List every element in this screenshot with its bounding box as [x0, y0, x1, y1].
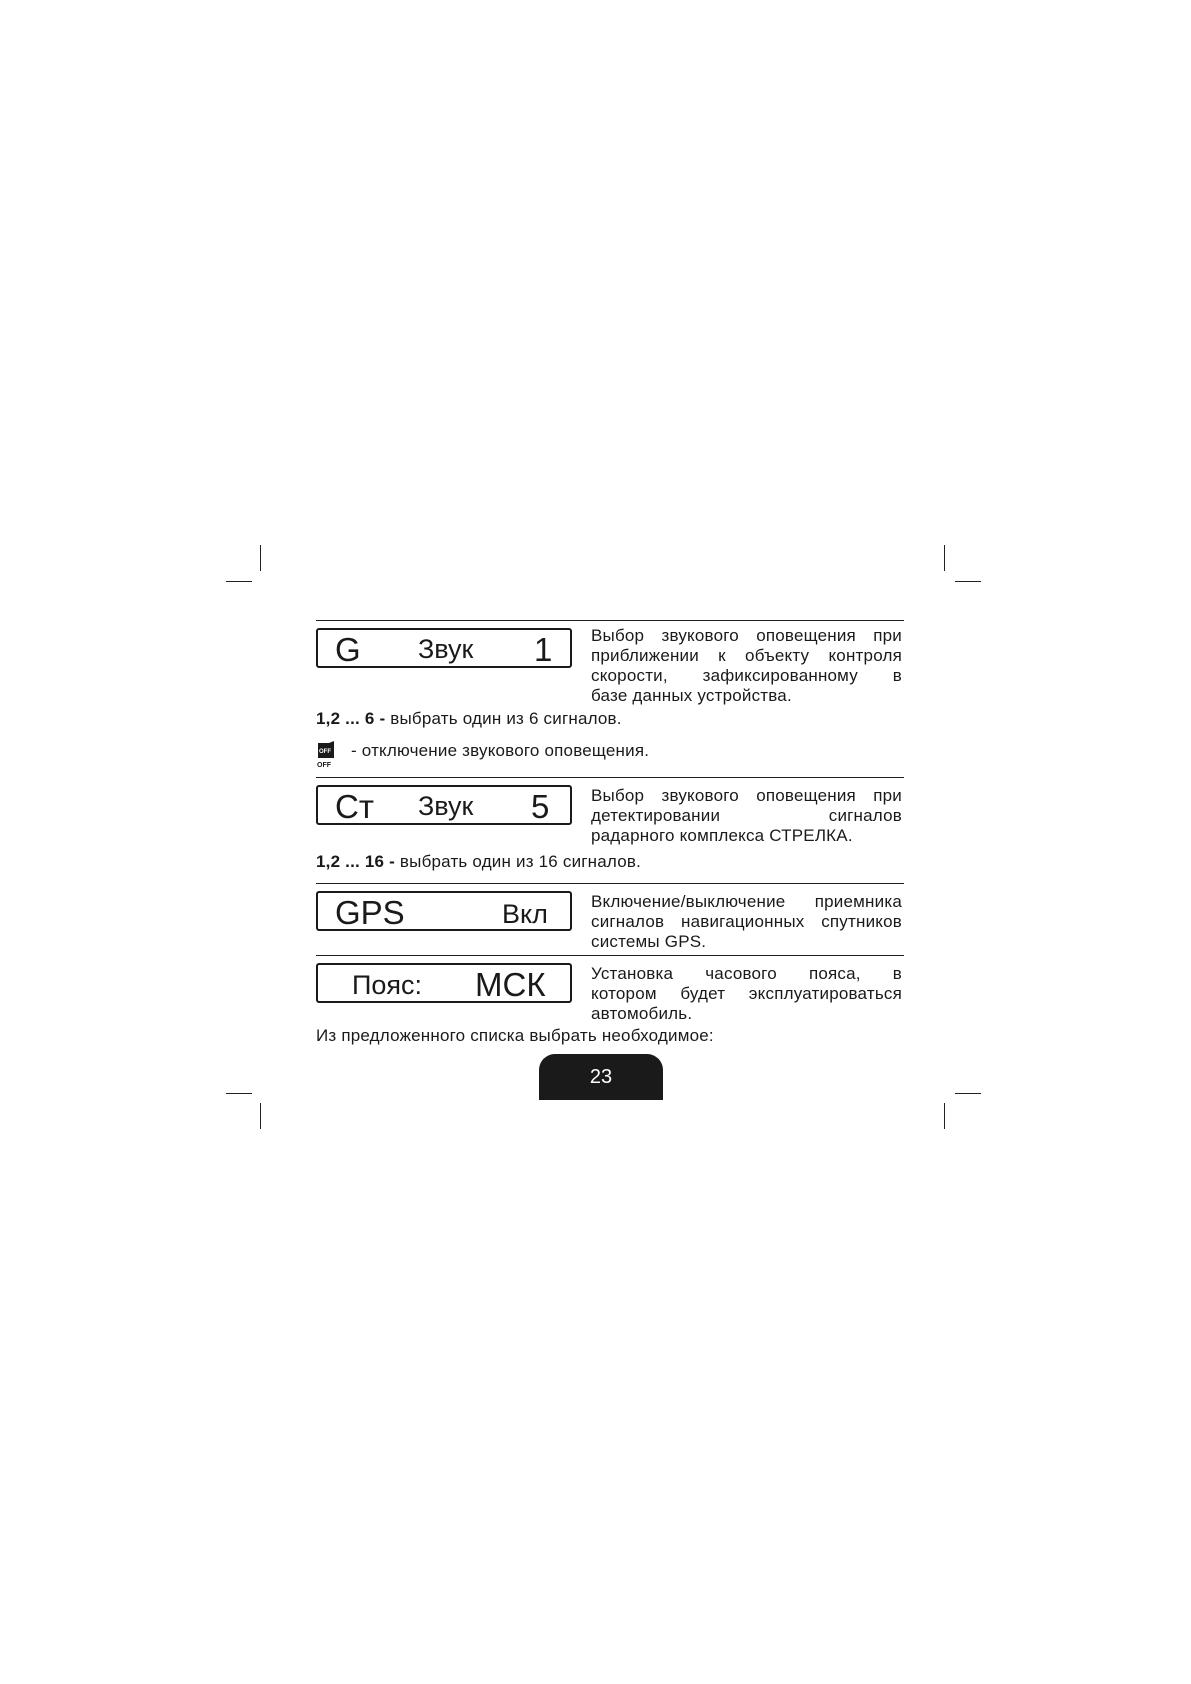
section-divider [316, 883, 904, 884]
description: Выбор звукового оповещения при детектировании сигналов радарного комплекса СТРЕЛКА. [591, 786, 902, 845]
lcd-left-text: G [335, 631, 361, 668]
note-sound-off: - отключение звукового оповещения. [351, 741, 650, 760]
page-number: 23 [539, 1054, 663, 1100]
lcd-right-text: 1 [534, 631, 553, 668]
description: Установка часового пояса, в котором будет эксплуатироваться автомобиль. [591, 964, 902, 1023]
section-divider [316, 620, 904, 621]
sound-off-icon [317, 741, 335, 768]
lcd-middle-text: Звук [418, 634, 474, 664]
crop-mark [260, 545, 261, 571]
lcd-left-text: Пояс: [352, 970, 423, 1000]
lcd-right-text: 5 [531, 788, 550, 825]
lcd-display [316, 628, 572, 668]
section-divider [316, 777, 904, 778]
crop-mark [260, 1103, 261, 1129]
svg-text:OFF: OFF [319, 749, 331, 755]
lcd-right-text: МСК [475, 966, 546, 1003]
lcd-display [316, 963, 572, 1003]
off-icon-label: OFF [317, 762, 331, 768]
crop-mark [944, 1103, 945, 1129]
note-timezone-list: Из предложенного списка выбрать необходимое: [316, 1026, 714, 1045]
section-divider [316, 955, 904, 956]
note-signals-6: 1,2 ... 6 - выбрать один из 6 сигналов. [316, 709, 622, 728]
crop-mark [955, 581, 981, 582]
crop-mark [226, 581, 252, 582]
crop-mark [944, 545, 945, 571]
description: Выбор звукового оповещения при приближении к объекту контроля скорости, зафиксированному в базе данных устройства. [591, 626, 902, 705]
lcd-display [316, 891, 572, 931]
lcd-left-text: GPS [335, 894, 405, 931]
lcd-middle-text: Звук [418, 791, 474, 821]
lcd-display [316, 785, 572, 825]
description: Включение/выключение приемника сигналов навигационных спутников системы GPS. [591, 892, 902, 951]
lcd-right-text: Вкл [502, 899, 548, 929]
lcd-left-text: Ст [335, 788, 374, 825]
crop-mark [955, 1093, 981, 1094]
crop-mark [226, 1093, 252, 1094]
note-signals-16: 1,2 ... 16 - выбрать один из 16 сигналов. [316, 852, 642, 871]
